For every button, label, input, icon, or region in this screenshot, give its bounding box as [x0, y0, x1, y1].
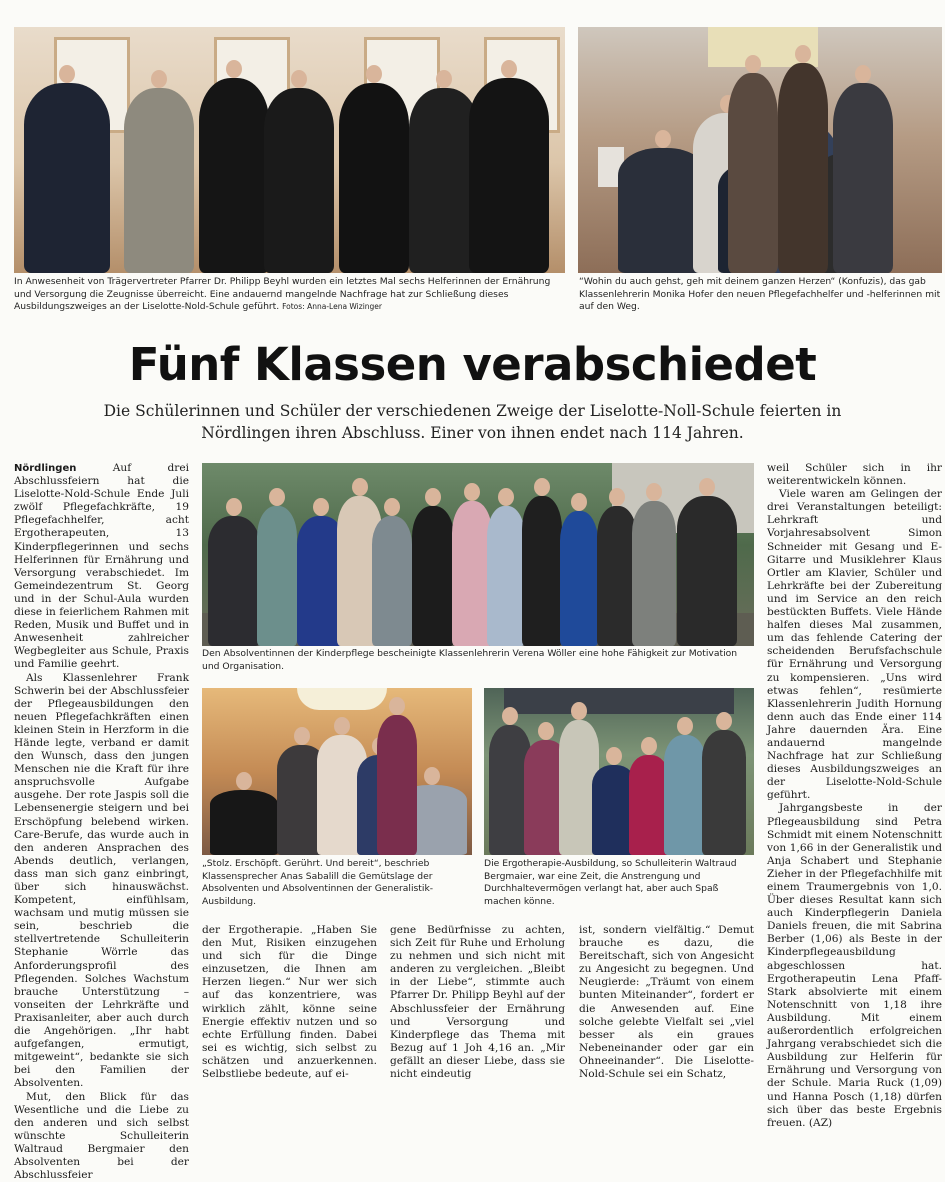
dateline: Nördlingen: [14, 463, 76, 474]
article-column-4: [579, 924, 754, 1081]
article-paragraph: Als Klassenlehrer Frank Schwerin bei der Abschlussfeier der Pflegeausbildungen den neuen Pflegefachkräften einen kleinen Stein in Herzform in die Hände legte, verband er damit den Wunsch, dass den jungen Menschen nie die Kraft für ihre anspruchsvolle Aufgabe ausgehe. Der rote Jaspis soll die Lebensenergie steigern und bei Erschöpfung belebend wirken. Care-Berufe, das wurde auch in den anderen Ansprachen des Abends deutlich, verlangen, dass man sich ganz einbringt, über sich hinauswächst. Kompetent, einfühlsam, wachsam und mutig müssen sie sein, beschrieb die stellvertretende Schulleiterin Stephanie Wörrle das Anforderungsprofil des Pflegenden. Solches Wachstum brauche Unterstützung – vonseiten der Lehrkräfte und Praxisanleiter, aber auch durch die Angehörigen. „Ihr habt aufgefangen, ermutigt, mitgeweint“, bedankte sie sich bei den Familien der Absolventen.: [14, 672, 189, 1091]
photo1-caption: [14, 276, 565, 314]
headline: Fünf Klassen verabschiedet: [0, 338, 945, 391]
photo-care-assistants: [578, 27, 942, 273]
article-column-2: [202, 924, 377, 1081]
photo-childcare-graduates: [202, 463, 754, 646]
subheadline: Die Schülerinnen und Schüler der verschiedenen Zweige der Liselotte-Noll-Schule feierten in Nördlingen ihren Abschluss. Einer von ihnen endet nach 114 Jahren.: [100, 400, 845, 444]
article-paragraph: Viele waren am Gelingen der drei Veranstaltungen beteiligt: Lehrkraft und Vorjahresabsolvent Simon Schneider mit Gesang und E-Gitarre und Musiklehrer Klaus Ortler am Klavier, Schüler und Lehrkräfte bei der Zubereitung und im Service an den reich bestückten Buffets. Viele Hände halfen dieses Mal zusammen, um das fehlende Catering der scheidenden Berufsfachschule für Ernährung und Versorgung zu kompensieren. „Uns wird etwas fehlen“, resümierte Klassenlehrerin Judith Hornung denn auch das Ende einer 114 Jahre dauernden Ära. Eine andauernd mangelnde Nachfrage hat zur Schließung dieses Ausbildungszweiges an der Liselotte-Nold-Schule geführt.: [767, 488, 942, 802]
paragraph-text: Auf drei Abschlussfeiern hat die Liselotte-Nold-Schule Ende Juli zwölf Pflegefachkräfte, 19 Pflegefachhelfer, acht Ergotherapeuten, 13 Kinderpflegerinnen und sechs Helferinnen für Ernährung und Versorgung verabschiedet. Im Gemeindezentrum St. Georg und in der Schul-Aula wurden diese in feierlichem Rahmen mit Reden, Musik und Buffet und in Anwesenheit zahlreicher Wegbegleiter aus Schule, Praxis und Familie geehrt.: [14, 462, 189, 670]
article-paragraph: ist, sondern vielfältig.“ Demut brauche es dazu, die Bereitschaft, sich von Angesicht zu Angesicht zu begegnen. Und Neugierde: „Träumt von einem bunten Miteinander“, fordert er die Anwesenden auf. Eine solche gelebte Vielfalt sei „viel besser als ein graues Nebeneinander oder gar ein Ohneeinander“. Die Liselotte-Nold-Schule sei ein Schatz,: [579, 924, 754, 1081]
photo-ergotherapy-graduates: [484, 688, 754, 855]
photo4-caption: „Stolz. Erschöpft. Gerührt. Und bereit“, beschrieb Klassensprecher Anas Sabalill die Gemütslage der Absolventen und Absolventinnen der Generalistik-Ausbildung.: [202, 858, 474, 908]
photo-credit: Fotos: Anna-Lena Wizinger: [282, 302, 382, 311]
photo2-caption: “Wohin du auch gehst, geh mit deinem ganzen Herzen“ (Konfuzis), das gab Klassenlehrerin Monika Hofer den neuen Pflegefachhelfer und -helferinnen mit auf den Weg.: [579, 276, 941, 314]
article-paragraph: weil Schüler sich in ihr weiterentwickeln können.: [767, 462, 942, 488]
photo3-caption: Den Absolventinnen der Kinderpflege bescheinigte Klassenlehrerin Verena Wöller eine hohe Fähigkeit zur Motivation und Organisation.: [202, 648, 754, 673]
photo5-caption: Die Ergotherapie-Ausbildung, so Schulleiterin Waltraud Bergmaier, war eine Zeit, die Anstrengung und Durchhaltevermögen verlangt hat, aber auch Spaß machen könne.: [484, 858, 756, 908]
article-column-1: [14, 462, 189, 1182]
photo-generalist-graduates: [202, 688, 472, 855]
article-paragraph: [14, 462, 189, 672]
photo1-caption-text: In Anwesenheit von Trägervertreter Pfarrer Dr. Philipp Beyhl wurden ein letztes Mal sechs Helferinnen der Ernährung und Versorgung die Zeugnisse überreicht. Eine andauernd mangelnde Nachfrage hat zur Schließung dieses Ausbildungszweiges an der Liselotte-Nold-Schule geführt.: [14, 276, 550, 312]
photo-nutrition-graduates: [14, 27, 565, 273]
article-paragraph: Jahrgangsbeste in der Pflegeausbildung sind Petra Schmidt mit einem Notenschnitt von 1,66 in der Generalistik und Anja Schabert und Stephanie Zieher in der Pflegefachhilfe mit einem Traumergebnis von 1,0. Über dieses Resultat kann sich auch Kinderpflegerin Daniela Daniels freuen, die mit Sabrina Berber (1,06) als Beste in der Kinderpflegeausbildung abgeschlossen hat. Ergotherapeutin Lena Pfaff-Stark absolvierte mit einem Notenschnitt von 1,18 ihre Ausbildung. Mit einem außerordentlich erfolgreichen Jahrgang verabschiedet sich die Ausbildung zur Helferin für Ernährung und Versorgung von der Schule. Maria Ruck (1,09) und Hanna Posch (1,18) dürfen sich über das beste Ergebnis freuen. (AZ): [767, 802, 942, 1129]
article-paragraph: der Ergotherapie. „Haben Sie den Mut, Risiken einzugehen und sich für die Dinge einzusetzen, die Ihnen am Herzen liegen.“ Nur wer sich auf das konzentriere, was wirklich zählt, könne seine Energie effektiv nutzen und so echte Erfüllung finden. Dabei sei es wichtig, sich selbst zu schätzen und anzuerkennen. Selbstliebe bedeute, auf ei-: [202, 924, 377, 1081]
article-column-3: [390, 924, 565, 1081]
article-paragraph: Mut, den Blick für das Wesentliche und die Liebe zu den anderen und sich selbst wünschte Schulleiterin Waltraud Bergmaier den Absolventen bei der Abschlussfeier: [14, 1091, 189, 1182]
article-paragraph: gene Bedürfnisse zu achten, sich Zeit für Ruhe und Erholung zu nehmen und sich nicht mit anderen zu vergleichen. „Bleibt in der Liebe“, stimmte auch Pfarrer Dr. Philipp Beyhl auf der Abschlussfeier der Ernährung und Versorgung und Kinderpflege das Thema mit Bezug auf 1 Joh 4,16 an. „Mir gefällt an dieser Liebe, dass sie nicht eindeutig: [390, 924, 565, 1081]
article-column-5: [767, 462, 942, 1130]
